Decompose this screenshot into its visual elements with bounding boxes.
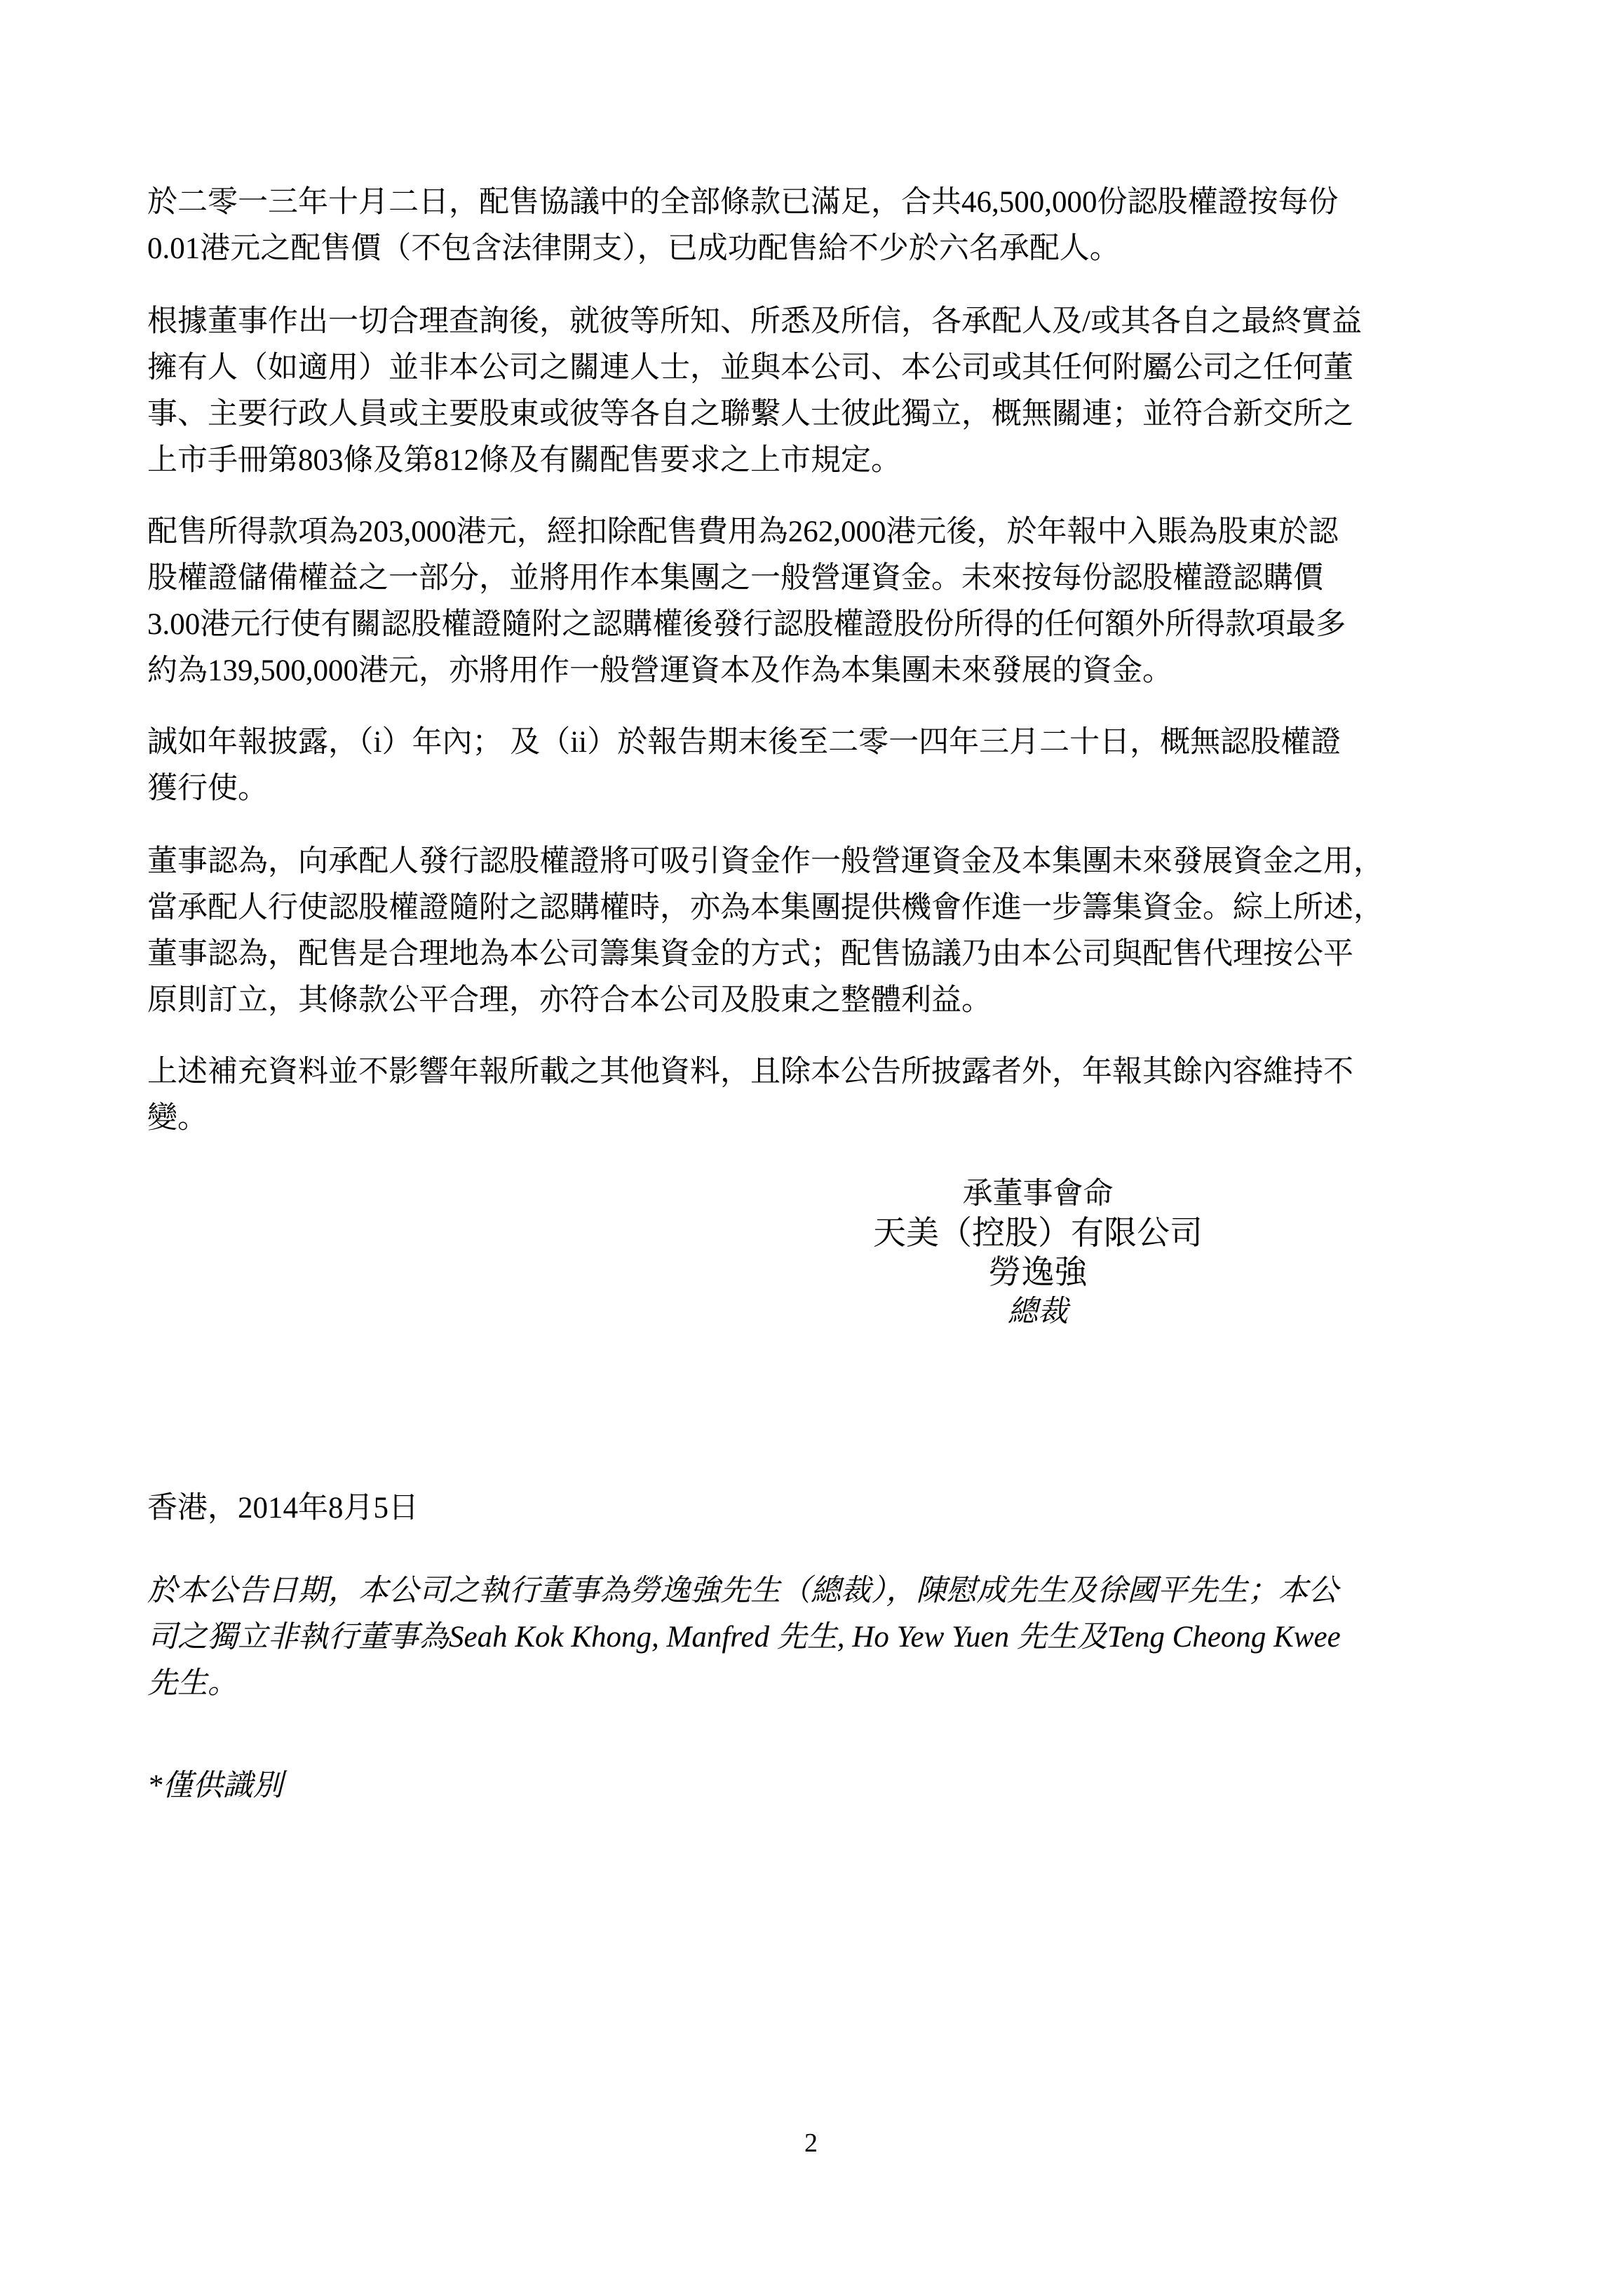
paragraph-directors-view (147, 839, 1473, 1024)
directors-note-line: 司之獨立非執行董事為Seah Kok Khong, Manfred 先生, Ho Yew Yuen 先生及Teng Cheong Kwee (147, 1621, 1341, 1654)
paragraph-line: 上市手冊第803條及第812條及有關配售要求之上市規定。 (147, 444, 901, 477)
paragraph-line: 於二零一三年十月二日，配售協議中的全部條款已滿足，合共46,500,000份認股權證按每份 (147, 186, 1339, 219)
paragraph-line: 獲行使。 (147, 772, 268, 805)
paragraph-line: 擁有人（如適用）並非本公司之關連人士，並與本公司、本公司或其任何附屬公司之任何董 (147, 351, 1353, 384)
signature-block (813, 1175, 1262, 1332)
paragraph-warrants-exercise (147, 720, 1473, 812)
paragraph-line: 董事認為，向承配人發行認股權證將可吸引資金作一般營運資金及本集團未來發展資金之用， (147, 845, 1384, 878)
paragraph-line: 根據董事作出一切合理查詢後，就彼等所知、所悉及所信，各承配人及/或其各自之最終實益 (147, 305, 1362, 338)
paragraph-line: 事、主要行政人員或主要股東或彼等各自之聯繫人士彼此獨立，概無關連；並符合新交所之 (147, 398, 1353, 431)
place-date (147, 1485, 1473, 1532)
paragraph-proceeds (147, 509, 1473, 694)
signature-company: 天美（控股）有限公司 (873, 1214, 1203, 1252)
paragraph-line: 約為139,500,000港元，亦將用作一般營運資本及作為本集團未來發展的資金。 (147, 654, 1172, 687)
directors-note-line: 先生。 (147, 1667, 238, 1700)
paragraph-line: 當承配人行使認股權證隨附之認購權時，亦為本集團提供機會作進一步籌集資金。綜上所述， (147, 891, 1384, 924)
signature-title: 總裁 (1008, 1295, 1068, 1328)
paragraph-line: 董事認為，配售是合理地為本公司籌集資金的方式；配售協議乃由本公司與配售代理按公平 (147, 938, 1353, 971)
paragraph-line: 變。 (147, 1102, 208, 1135)
paragraph-line: 股權證儲備權益之一部分，並將用作本集團之一般營運資金。未來按每份認股權證認購價 (147, 562, 1323, 595)
paragraph-line: 0.01港元之配售價（不包含法律開支），已成功配售給不少於六名承配人。 (147, 232, 1120, 265)
directors-note-line: 於本公告日期，本公司之執行董事為勞逸強先生（總裁），陳慰成先生及徐國平先生；本公 (147, 1574, 1339, 1607)
paragraph-line: 配售所得款項為203,000港元，經扣除配售費用為262,000港元後，於年報中入賬為股東於認 (147, 515, 1339, 548)
paragraph-line: 3.00港元行使有關認股權證隨附之認購權後發行認股權證股份所得的任何額外所得款項最多 (147, 608, 1346, 641)
footnote (147, 1763, 1473, 1809)
paragraph-supplemental-info (147, 1049, 1473, 1142)
paragraph-line: 上述補充資料並不影響年報所載之其他資料，且除本公告所披露者外，年報其餘內容維持不 (147, 1055, 1353, 1088)
place-date-text: 香港，2014年8月5日 (147, 1492, 419, 1525)
signature-name: 勞逸強 (988, 1253, 1088, 1292)
signature-by-order: 承董事會命 (962, 1177, 1114, 1210)
paragraph-line: 誠如年報披露，（i）年內； 及（ii）於報告期末後至二零一四年三月二十日，概無認股權證 (147, 726, 1341, 759)
paragraph-line: 原則訂立，其條款公平合理，亦符合本公司及股東之整體利益。 (147, 984, 992, 1017)
footnote-text: *僅供識別 (147, 1769, 283, 1802)
directors-note (147, 1568, 1473, 1707)
paragraph-placement-completion (147, 180, 1473, 272)
paragraph-placees-independence (147, 299, 1473, 484)
page-number: 2 (804, 2128, 818, 2158)
